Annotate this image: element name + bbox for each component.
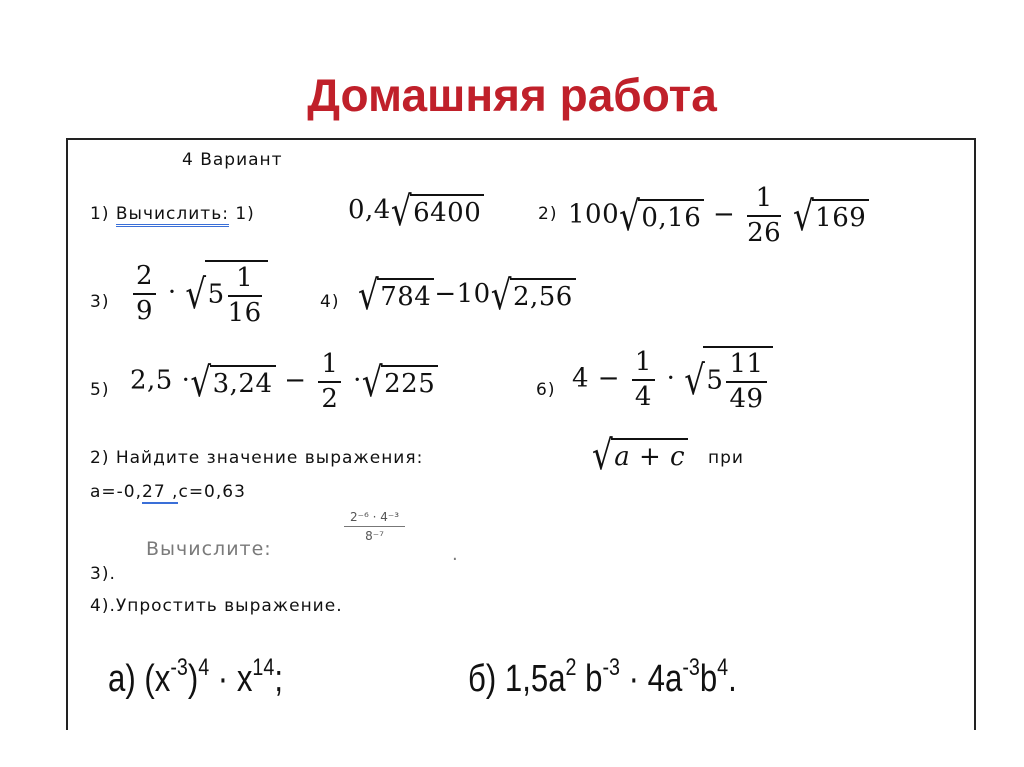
expr-6-number: 6) <box>536 380 556 400</box>
expr-3-mixed-numerator: 1 <box>228 264 262 297</box>
expr-3 <box>130 260 268 327</box>
sqrt-sign-4: √ <box>185 269 207 318</box>
expr-4-middle: −10 <box>434 279 491 309</box>
expr-3-radicand <box>205 260 268 327</box>
task1-word: Вычислить: <box>116 204 229 227</box>
expr-4 <box>358 271 576 319</box>
slide-title: Домашняя работа <box>307 69 717 121</box>
expr-5-numerator: 1 <box>318 350 341 383</box>
expr-5 <box>130 350 438 413</box>
task3-dot: . <box>452 544 458 565</box>
expr-4-radicand-2: 2,56 <box>510 278 576 312</box>
expr-2-coef: 100 <box>568 199 620 230</box>
sqrt-sign-6: √ <box>490 271 512 319</box>
expr-6-whole: 5 <box>706 365 724 396</box>
task4-a-exp-2: 4 <box>198 654 210 681</box>
expr-5-denominator: 2 <box>321 383 339 414</box>
expr-2-fraction <box>747 184 781 247</box>
task3-word: Вычислите: <box>146 538 272 560</box>
sqrt-sign-2: √ <box>619 191 641 240</box>
task4-expression-a <box>108 654 283 701</box>
expr-5-radicand-2: 225 <box>381 365 438 399</box>
expr-3-number: 3) <box>90 292 110 312</box>
expr-6-mixed-fraction <box>726 350 766 413</box>
sqrt-sign-7: √ <box>190 357 212 406</box>
task4-b-exp-3: -3 <box>682 654 700 681</box>
expr-5-dot-2: · <box>353 365 362 396</box>
expr-6-numerator: 1 <box>632 348 655 381</box>
sqrt-sign-1: √6400 <box>391 192 484 230</box>
task4-b-base: б) 1,5a <box>468 658 566 700</box>
expr-6-radicand <box>703 346 772 413</box>
task1-prefix: 1) <box>90 204 116 224</box>
task3-label: 3). <box>90 564 116 584</box>
expr-5-dot: · <box>181 365 191 396</box>
task4-text: 4).Упростить выражение. <box>90 596 343 616</box>
task4-b-exp-2: -3 <box>602 654 620 681</box>
expr-3-mixed-denominator: 16 <box>227 297 262 328</box>
expr-6-fraction <box>632 348 655 411</box>
sqrt-sign-5: √ <box>358 271 380 319</box>
sqrt-sign-9: √ <box>684 355 706 404</box>
expr-3-dot: · <box>167 277 177 308</box>
expr-2-denominator: 26 <box>747 217 782 248</box>
task4-b-b2: b <box>699 658 718 700</box>
expr-4-number: 4) <box>320 292 340 312</box>
task2-radicand: a + c <box>611 438 688 472</box>
expr-6-dot: · <box>666 363 676 394</box>
task1-sub: 1) <box>228 204 255 224</box>
expr-4-radicand-1: 784 <box>377 278 434 312</box>
task4-b-end: . <box>728 658 737 700</box>
expr-3-denominator: 9 <box>136 295 154 326</box>
expr-2-numerator: 1 <box>747 184 781 217</box>
expr-3-mixed-fraction <box>228 264 262 327</box>
task4-b-exp-1: 2 <box>565 654 577 681</box>
task4-a-paren: ) <box>187 658 199 700</box>
task2-value-underlined: 27 , <box>142 482 179 502</box>
expr-5-minus: − <box>284 365 307 396</box>
task3-denominator: 8⁻⁷ <box>365 529 384 543</box>
task3-numerator: 2⁻⁶ · 4⁻³ <box>344 510 405 527</box>
expr-5-radicand-1: 3,24 <box>210 365 276 399</box>
task4-b-b: b <box>576 658 603 700</box>
task2-text: 2) Найдите значение выражения: <box>90 448 424 468</box>
task2-value-a: a=-0, <box>90 482 143 502</box>
expr-5-number: 5) <box>90 380 110 400</box>
task4-expression-b <box>468 654 737 701</box>
expr-6-mixed-numerator: 11 <box>726 350 766 383</box>
expr-6-lead: 4 − <box>572 363 621 394</box>
variant-label: 4 Вариант <box>182 150 283 170</box>
sqrt-sign-8: √ <box>361 357 384 406</box>
expr-6-mixed-denominator: 49 <box>729 383 764 414</box>
sqrt-sign-10: √ <box>592 431 614 479</box>
expr-1-coef: 0,4 <box>348 195 391 225</box>
expr-3-numerator: 2 <box>133 262 156 295</box>
task4-b-mul: · 4a <box>619 658 683 700</box>
task4-a-exp-1: -3 <box>170 654 188 681</box>
expr-1 <box>348 187 484 235</box>
expr-5-fraction <box>318 350 341 413</box>
homework-sheet <box>66 138 976 730</box>
expr-2-radicand-2: 169 <box>812 199 869 233</box>
task2-when: при <box>708 448 744 468</box>
task1-label <box>90 204 255 224</box>
task4-b-exp-4: 4 <box>717 654 729 681</box>
task2-expression <box>592 431 688 479</box>
sqrt-sign-3: √ <box>792 191 815 240</box>
task3-fraction <box>344 510 405 543</box>
expr-5-coef: 2,5 <box>130 365 173 396</box>
expr-1-radicand: 6400 <box>410 194 484 228</box>
expr-2-radicand-1: 0,16 <box>638 199 704 233</box>
expr-3-whole: 5 <box>207 279 225 310</box>
task4-a-exp-3: 14 <box>252 654 275 681</box>
expr-6 <box>572 346 773 413</box>
task4-a-mul: · x <box>209 658 253 700</box>
expr-2 <box>568 184 869 247</box>
expr-6-denominator: 4 <box>634 381 652 412</box>
task2-value-c: c=0,63 <box>178 482 246 502</box>
expr-2-number: 2) <box>538 204 558 224</box>
task4-a-base: а) (x <box>108 658 171 700</box>
expr-3-fraction <box>133 262 156 325</box>
task4-a-end: ; <box>274 658 283 700</box>
task2-values <box>90 482 246 502</box>
expr-2-minus: − <box>713 199 736 230</box>
